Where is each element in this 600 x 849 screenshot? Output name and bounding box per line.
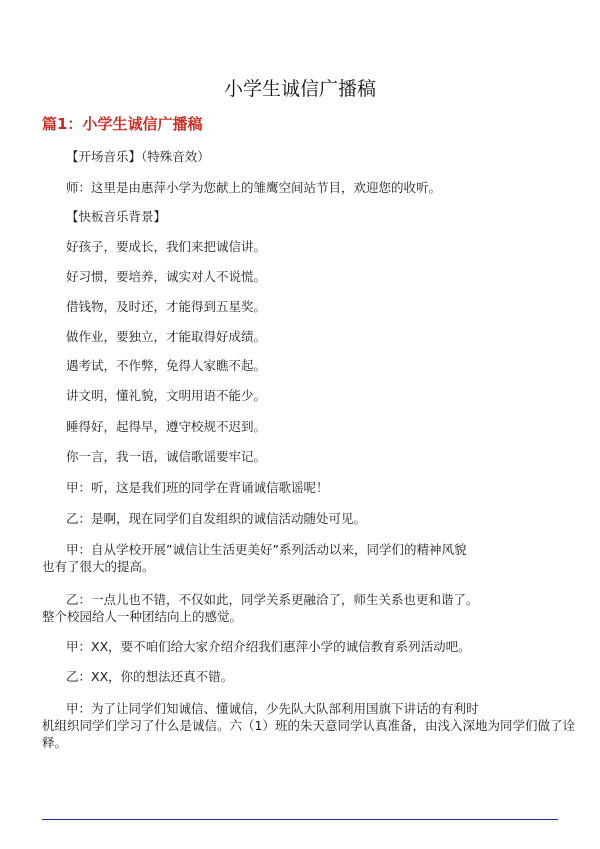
section-heading: 篇1：小学生诚信广播稿 <box>42 115 203 133</box>
paragraph: 遇考试，不作弊，免得人家瞧不起。 <box>66 358 267 373</box>
paragraph: 甲：XX，要不咱们给大家介绍介绍我们惠萍小学的诚信教育系列活动吧。 <box>66 639 471 654</box>
paragraph: 借钱物，及时还，才能得到五星奖。 <box>66 299 267 314</box>
paragraph: 甲：自从学校开展”诚信让生活更美好”系列活动以来，同学们的精神风貌 也有了很大的提高。 <box>42 542 467 574</box>
paragraph: 乙：XX，你的想法还真不错。 <box>66 669 234 684</box>
footer-rule <box>42 819 558 820</box>
paragraph: 你一言，我一语，诚信歌谣要牢记。 <box>66 449 267 464</box>
paragraph: 师：这里是由惠萍小学为您献上的雏鹰空间站节目，欢迎您的收听。 <box>66 180 442 195</box>
paragraph: 做作业，要独立，才能取得好成绩。 <box>66 329 267 344</box>
paragraph: 讲文明，懂礼貌，文明用语不能少。 <box>66 388 267 403</box>
paragraph: 好习惯，要培养，诚实对人不说慌。 <box>66 269 267 284</box>
paragraph: 乙：是啊，现在同学们自发组织的诚信活动随处可见。 <box>66 511 367 526</box>
paragraph: 睡得好，起得早，遵守校规不迟到。 <box>66 419 267 434</box>
paragraph: 甲：听，这是我们班的同学在背诵诚信歌谣呢！ <box>66 480 329 495</box>
paragraph: 甲：为了让同学们知诚信、懂诚信，少先队大队部利用国旗下讲话的有利时 机组织同学们学习了什么是诚信。六（1）班的朱天意同学认真准备，由浅入深地为同学们做了诠 释。 <box>42 701 575 750</box>
paragraph: 好孩子，要成长，我们来把诚信讲。 <box>66 239 267 254</box>
paragraph: 【快板音乐背景】 <box>66 209 167 224</box>
paragraph: 【开场音乐】（特殊音效） <box>66 149 210 164</box>
paragraph: 乙：一点儿也不错，不仅如此，同学关系更融洽了，师生关系也更和谐了。 整个校园给人一种团结向上的感觉。 <box>42 592 479 624</box>
document-title: 小学生诚信广播稿 <box>223 78 376 100</box>
